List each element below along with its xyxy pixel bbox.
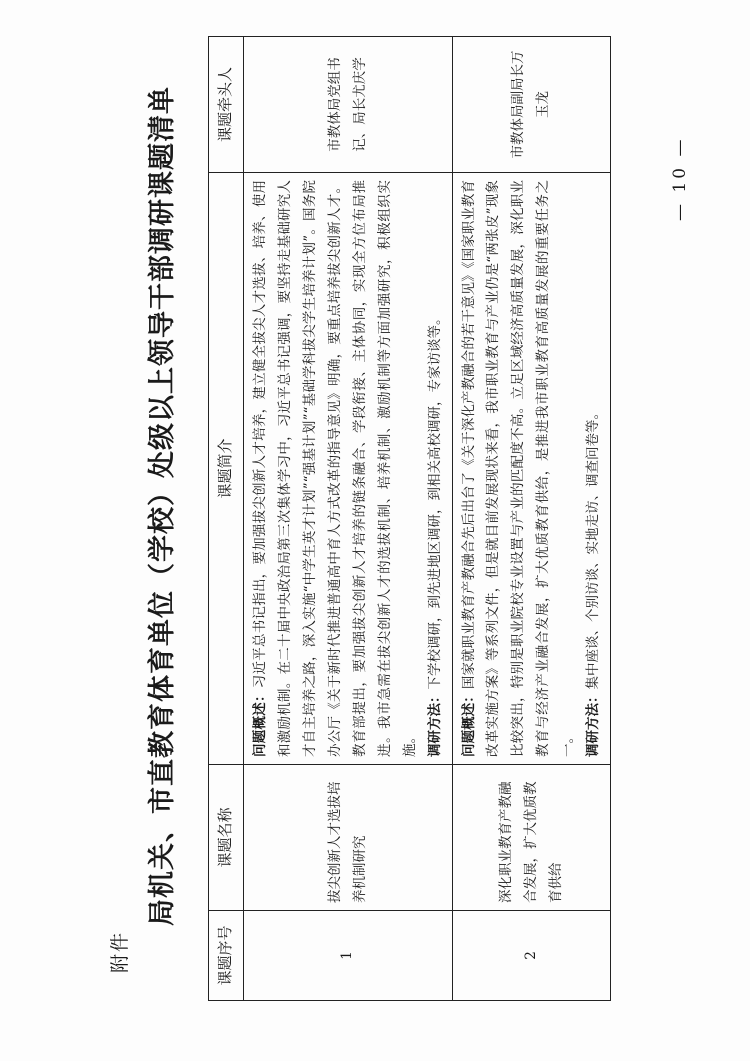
problem-text: 国家就职业教育产教融合先后出台了《关于深化产教融合的若干意见》《国家职业教育改革实施方案》等系列文件，但是就目前发展现状来看，我市职业教育与产业仍是“两张皮”现象比较突出，特别是职业院校专业设置与产业的匹配度不高。立足区域经济高质量发展，深化职业教育与经济产业融合发展，扩大优质教育供给，是推进我市职业教育高质量发展的重要任务之一。 — [460, 179, 577, 757]
topics-table — [208, 36, 611, 1001]
attachment-label: 附件 — [109, 930, 131, 973]
problem-label: 问题概述： — [460, 689, 477, 757]
method-label: 调研方法： — [426, 689, 443, 757]
row-lead: 市教体局副局长万玉龙 — [452, 37, 611, 173]
header-number: 课题序号 — [209, 911, 244, 1001]
row-topic-name: 拔尖创新人才选拔培养机制研究 — [243, 765, 452, 911]
header-brief: 课题简介 — [209, 173, 244, 765]
problem-text: 习近平总书记指出，要加强拔尖创新人才培养，建立健全拔尖人才选拔、培养、使用和激励机制。在二十届中央政治局第三次集体学习中，习近平总书记强调，要坚持走基础研究人才自主培养之路，深入实施“中学生英才计划”“强基计划”“基础学科拔尖学生培养计划”。国务院办公厅《关于新时代推进普通高中育人方式改革的指导意见》明确，要重点培养拔尖创新人才。教育部提出，要加强拔尖创新人才培养的链条融合、学段衔接、主体协同，实现全方位布局推进。我市急需在拔尖创新人才的选拔机制、培养机制、激励机制等方面加强研究，积极组织实施。 — [251, 179, 418, 757]
table-row — [243, 37, 452, 1001]
problem-label: 问题概述： — [251, 688, 268, 757]
row-number: 1 — [243, 911, 452, 1001]
method-label: 调研方法： — [585, 689, 602, 757]
header-lead: 课题牵头人 — [209, 37, 244, 173]
table-header-row — [209, 37, 244, 1001]
method-text: 下学校调研，到先进地区调研，到相关高校调研，专家访谈等。 — [426, 311, 443, 690]
header-name: 课题名称 — [209, 765, 244, 911]
method-text: 集中座谈、个别访谈、实地走访、调查问卷等。 — [585, 406, 602, 690]
row-number: 2 — [452, 911, 611, 1001]
document-title: 局机关、市直教育体育单位（学校）处级以上领导干部调研课题清单 — [147, 86, 178, 926]
row-topic-name: 深化职业教育产教融合发展，扩大优质教育供给 — [452, 765, 611, 911]
page-number: — 10 — — [670, 136, 690, 221]
row-brief — [243, 173, 452, 765]
row-lead: 市教体局党组书记、局长尤庆学 — [243, 37, 452, 173]
table-row — [452, 37, 611, 1001]
row-brief — [452, 173, 611, 765]
